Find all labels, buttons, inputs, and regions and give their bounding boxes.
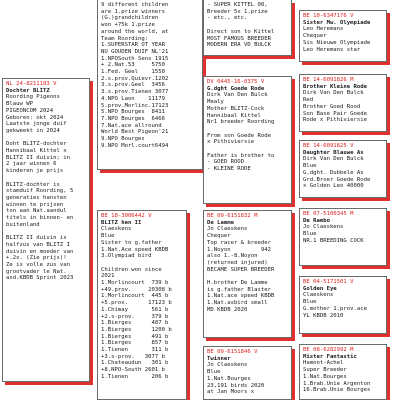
card-line — [6, 175, 86, 182]
card-line: - SUPER KITTEL 08, — [207, 2, 268, 8]
card-line: Rode x Pithiviersie — [303, 117, 367, 124]
card-line: Blue — [101, 233, 115, 240]
card-line: +49.prov. 20308 b — [101, 286, 172, 293]
card-line: gekweekt in 2024 — [6, 127, 60, 134]
card-line: Son Base Pair Goede — [303, 110, 367, 117]
card-line: titels in binnen- en — [6, 215, 74, 222]
card-line: 1.Nat.Bourges — [303, 373, 347, 380]
card-line: Red — [303, 97, 314, 104]
card-line: 1.NPOSouth Sens 1915 — [101, 55, 169, 62]
card-line: 3.s.prov.Tienen 3077 — [101, 89, 169, 96]
card-line — [207, 126, 288, 133]
pedigree-card-right-2 — [299, 74, 387, 132]
card-line: 23,191 birds 2020 — [207, 382, 265, 389]
card-lines — [303, 156, 383, 190]
card-line: Blauw WP — [6, 101, 33, 108]
card-line: 1.Tienen 311 b — [101, 347, 169, 354]
card-line: 9.NPO Bourges — [101, 136, 145, 143]
card-line — [303, 258, 383, 265]
card-line: Dirk Van Den Bulck — [303, 156, 364, 163]
card-lines — [303, 90, 383, 124]
ring-number: BE 14-6091826 M — [303, 77, 354, 83]
ring-number: DV 0445-16-0375 V — [207, 79, 265, 85]
card-line: - KLEINE RODE — [207, 166, 251, 173]
card-line: Brother Goed Rood — [303, 103, 361, 110]
card-line: also 1.-8.Noyon — [207, 253, 258, 260]
card-lines — [207, 226, 288, 313]
card-lines — [207, 92, 288, 172]
card-line: Blue — [303, 163, 317, 170]
card-line: Mealy — [207, 99, 224, 106]
card-line: YL KBDB 2010 — [303, 312, 344, 319]
card-line: 7.Nat.ace allround — [101, 122, 162, 129]
card-line: Hamont-Achel — [303, 360, 344, 367]
card-line — [207, 146, 288, 153]
pigeon-name: G.dght Goede Rode — [207, 85, 265, 92]
pedigree-card-de-lamme — [203, 210, 292, 338]
card-line: Leo Heremans star — [303, 46, 361, 53]
pedigree-card-right-4 — [299, 208, 387, 266]
card-lines — [303, 292, 383, 319]
card-line: G.mother 1.prov.ace — [303, 305, 367, 312]
card-line: Blue — [207, 369, 221, 376]
pedigree-card-right-5 — [299, 276, 387, 334]
ring-number: BE 04-5171501 V — [303, 279, 354, 285]
card-line: From son Goede Rode — [207, 132, 271, 139]
card-line: - GOED ROOD — [207, 159, 245, 166]
card-line: Nr1 breeder Roording — [207, 119, 275, 126]
card-line: Ze is volle zus van — [6, 261, 70, 268]
card-line: 16.Brab.Unie Bourges — [303, 387, 371, 394]
card-line: + 2.Nat.53 5750 — [101, 62, 165, 69]
card-line: around the world, at — [101, 28, 169, 35]
card-line: 3.Olympiad bird — [101, 253, 152, 260]
pigeon-name: Daughter Blauwe As — [303, 149, 364, 156]
card-line: 2021 — [101, 273, 115, 280]
card-lines — [303, 360, 383, 394]
card-line: +.2x. (Zie prijs)! — [6, 255, 67, 262]
ring-number: BE 08-6282992 M — [303, 347, 354, 353]
card-line: buitenland — [6, 221, 40, 228]
pedigree-card-sire — [203, 76, 292, 204]
card-line: 2.s.prov.Quievr.1202 — [101, 75, 169, 82]
card-lines — [101, 2, 199, 149]
card-line — [303, 251, 383, 258]
card-line: 9 different children — [101, 2, 169, 8]
card-line: halfzus van BLITZ I — [6, 241, 70, 248]
card-line: at Jan Moors x — [207, 389, 255, 396]
card-line: 1.Chimay 561 b — [101, 306, 169, 313]
card-line: +8.NPO-South 2601 b — [101, 367, 165, 374]
ring-number: BE 09-6151846 V — [207, 349, 258, 355]
card-line: - etc., etc. — [207, 15, 248, 22]
pedigree-card-top-center — [97, 0, 203, 170]
card-line: stamduif Roording, 5 — [6, 188, 74, 195]
card-line: NU GOUDEN DUIF NL'21 — [101, 48, 169, 55]
pigeon-name: Dochter BLITZ — [6, 87, 50, 94]
card-line: 1.Nat.Ace speed KBDB — [101, 246, 169, 253]
card-line: Geboren: okt 2024 — [6, 114, 64, 121]
pigeon-name: Brother Kleine Rode — [303, 83, 367, 90]
card-line: is g.father Blaster — [207, 286, 271, 293]
card-line: Team Roording: — [101, 35, 149, 42]
card-line: generaties hansten — [6, 194, 67, 201]
card-line: 9.NPO Morl.court6494 — [101, 142, 169, 149]
card-lines — [207, 2, 288, 49]
card-line: Super Breeder — [303, 367, 347, 374]
pigeon-name: De Lamme — [207, 219, 234, 226]
card-line: MODERN ERA VD BULCK — [207, 42, 271, 49]
card-line: ton aan Nat.aandul — [6, 208, 67, 215]
ring-number: BE 07-5100345 M — [303, 211, 354, 217]
card-line: 5.prov.Morlinc.17123 — [101, 102, 169, 109]
card-line: Mother BLITZ-Cock — [207, 105, 265, 112]
card-line: BECAME SUPER BREEDER — [207, 266, 275, 273]
card-line: 1.Tienen 206 b — [101, 373, 169, 380]
card-line: Dirk Van Den Bulck — [207, 92, 268, 99]
card-line: Jo Claeskens — [303, 224, 344, 231]
ring-number: BE 14-6091825 V — [303, 143, 354, 149]
pedigree-card-main — [2, 78, 90, 382]
pedigree-card-upper-mid — [203, 0, 292, 56]
card-line — [303, 245, 383, 252]
card-line: +2.s-prov. 379 b — [101, 313, 169, 320]
pedigree-card-twinner — [203, 346, 292, 400]
card-line: 5.NPO Bourges 8411 — [101, 109, 165, 116]
card-lines — [6, 94, 86, 282]
card-line — [207, 273, 288, 280]
pedigree-card-blitz-ii — [97, 210, 187, 400]
card-line: 1.Bierges 491 b — [101, 333, 169, 340]
card-line: Chequer — [303, 33, 327, 40]
card-line: kinderen je prijs — [6, 168, 64, 175]
card-line: Father is brother to — [207, 152, 275, 159]
card-line — [207, 22, 288, 29]
card-line — [6, 135, 86, 142]
card-line: Roording Pigeons — [6, 94, 60, 101]
pedigree-card-right-1 — [299, 10, 387, 62]
card-line: Claeskens — [101, 226, 132, 233]
ring-number: BE 18-3006442 V — [101, 213, 152, 219]
card-line: Jo Claeskens — [207, 362, 248, 369]
ring-number: NL 24-8211183 V — [6, 81, 57, 87]
card-line: asd.KBDB Sprint 2023 — [6, 275, 74, 282]
card-line: 7.NPO Bourges 6466 — [101, 115, 165, 122]
card-line: Doht BLITZ-dochter — [6, 141, 67, 148]
card-line: are 1.prize winners — [101, 8, 165, 15]
card-line: 1.Nat.ace speed KBDB — [207, 293, 275, 300]
pigeon-name: Twinner — [207, 355, 231, 362]
card-line: winnen te prijsen — [6, 201, 64, 208]
card-line: 3.s.prov.Geel 3456 — [101, 82, 165, 89]
card-line: 4.NPO Laon 11179 — [101, 95, 165, 102]
card-line: Grd.Broer Goede Rode — [303, 176, 371, 183]
card-lines — [303, 26, 383, 53]
pigeon-name: Golden Eye — [303, 285, 337, 292]
card-line: 1.Brab.Unie Argenton — [303, 380, 371, 387]
card-line: 1.SUPERSTAR OT YEAR — [101, 42, 165, 49]
card-line: BLITZ II duivin is — [6, 235, 67, 242]
card-line: (returned injured) — [207, 259, 268, 266]
card-line: World Best Pigeon'21 — [101, 129, 169, 136]
card-line: MOST FAMOUS BREEDER — [207, 35, 271, 42]
card-line: Blue — [303, 231, 317, 238]
card-line: 1.Chateaudun 301 b — [101, 360, 169, 367]
card-line: G.dght. Dubbele As — [303, 169, 364, 176]
pigeon-name: BLITZ hen II — [101, 219, 142, 226]
card-line: 1.Nat.Bourges — [207, 375, 251, 382]
card-line: +3.s-prov. 3077 b — [101, 353, 165, 360]
card-line: Hannibaal Kittel x — [6, 148, 67, 155]
card-line: x Golden Leo 40000 — [303, 183, 364, 190]
card-line: 1.Bierges 487 b — [101, 320, 169, 327]
card-line: H.brother De Lamme — [207, 280, 268, 287]
card-line: Sis Nieuwe Olympiade — [303, 39, 371, 46]
card-line: Dirk Van Den Bulck — [303, 90, 364, 97]
card-line: Blue — [303, 299, 317, 306]
card-line: Sister to g.father — [101, 239, 162, 246]
card-line: Leo Heremans — [303, 26, 344, 33]
card-line — [6, 228, 86, 235]
card-line: +5.prov. 17123 b — [101, 300, 172, 307]
card-line: 1.Bierges 1200 b — [101, 326, 172, 333]
card-line: Claeskens — [303, 292, 334, 299]
card-lines — [303, 224, 383, 264]
card-line: won +75k 1.prize — [101, 22, 155, 29]
ring-number: BE 09-6151832 M — [207, 213, 258, 219]
card-line: 2 jaar winnen 6 — [6, 161, 57, 168]
card-line: x Pithiviersie — [207, 139, 255, 146]
card-line: Direct son to Kittel — [207, 28, 275, 35]
card-line — [101, 260, 183, 267]
card-line: 1.Morlincourt 445 b — [101, 293, 169, 300]
card-line: MD KBDB 2020 — [207, 306, 248, 313]
card-lines — [101, 226, 183, 380]
card-line: grootvader le Nat. — [6, 268, 67, 275]
card-line: BLITZ-dochter is — [6, 181, 60, 188]
pigeon-name: Mister Fantastic — [303, 353, 357, 360]
card-line: duivin en moeder van — [6, 248, 74, 255]
card-line: 1.Nat.asbird small — [207, 300, 268, 307]
pedigree-card-right-6 — [299, 344, 387, 400]
card-line: 1.Morlincourt 739 b — [101, 280, 169, 287]
card-line: 1.Bierges 857 b — [101, 340, 169, 347]
pigeon-name: De Rambo — [303, 217, 330, 224]
card-line: 1.Noyon 942 — [207, 246, 271, 253]
card-line: 1.Fed. Geel 1550 — [101, 69, 165, 76]
card-line: Jo Claeskens — [207, 226, 248, 233]
card-line: Hannibaal Kittel — [207, 112, 261, 119]
pedigree-card-right-3 — [299, 140, 387, 198]
card-line: Chequer — [207, 233, 231, 240]
ring-number: BE 10-6347176 V — [303, 13, 354, 19]
card-line: NR.1 BREEDING COCK — [303, 237, 364, 244]
card-line: Top racer & breeder — [207, 239, 271, 246]
card-line: Children won since — [101, 266, 162, 273]
card-lines — [207, 362, 288, 396]
card-line: Laatste jonge duif — [6, 121, 67, 128]
card-line: Breeder 5x 1.prize — [207, 8, 268, 15]
card-line: (G.)grandchildren — [101, 15, 159, 22]
card-line: PIGEONCOM 2024 — [6, 107, 54, 114]
card-line: BLITZ II duivin; in — [6, 154, 70, 161]
pigeon-name: Sister Mw. Olympiade — [303, 19, 371, 26]
